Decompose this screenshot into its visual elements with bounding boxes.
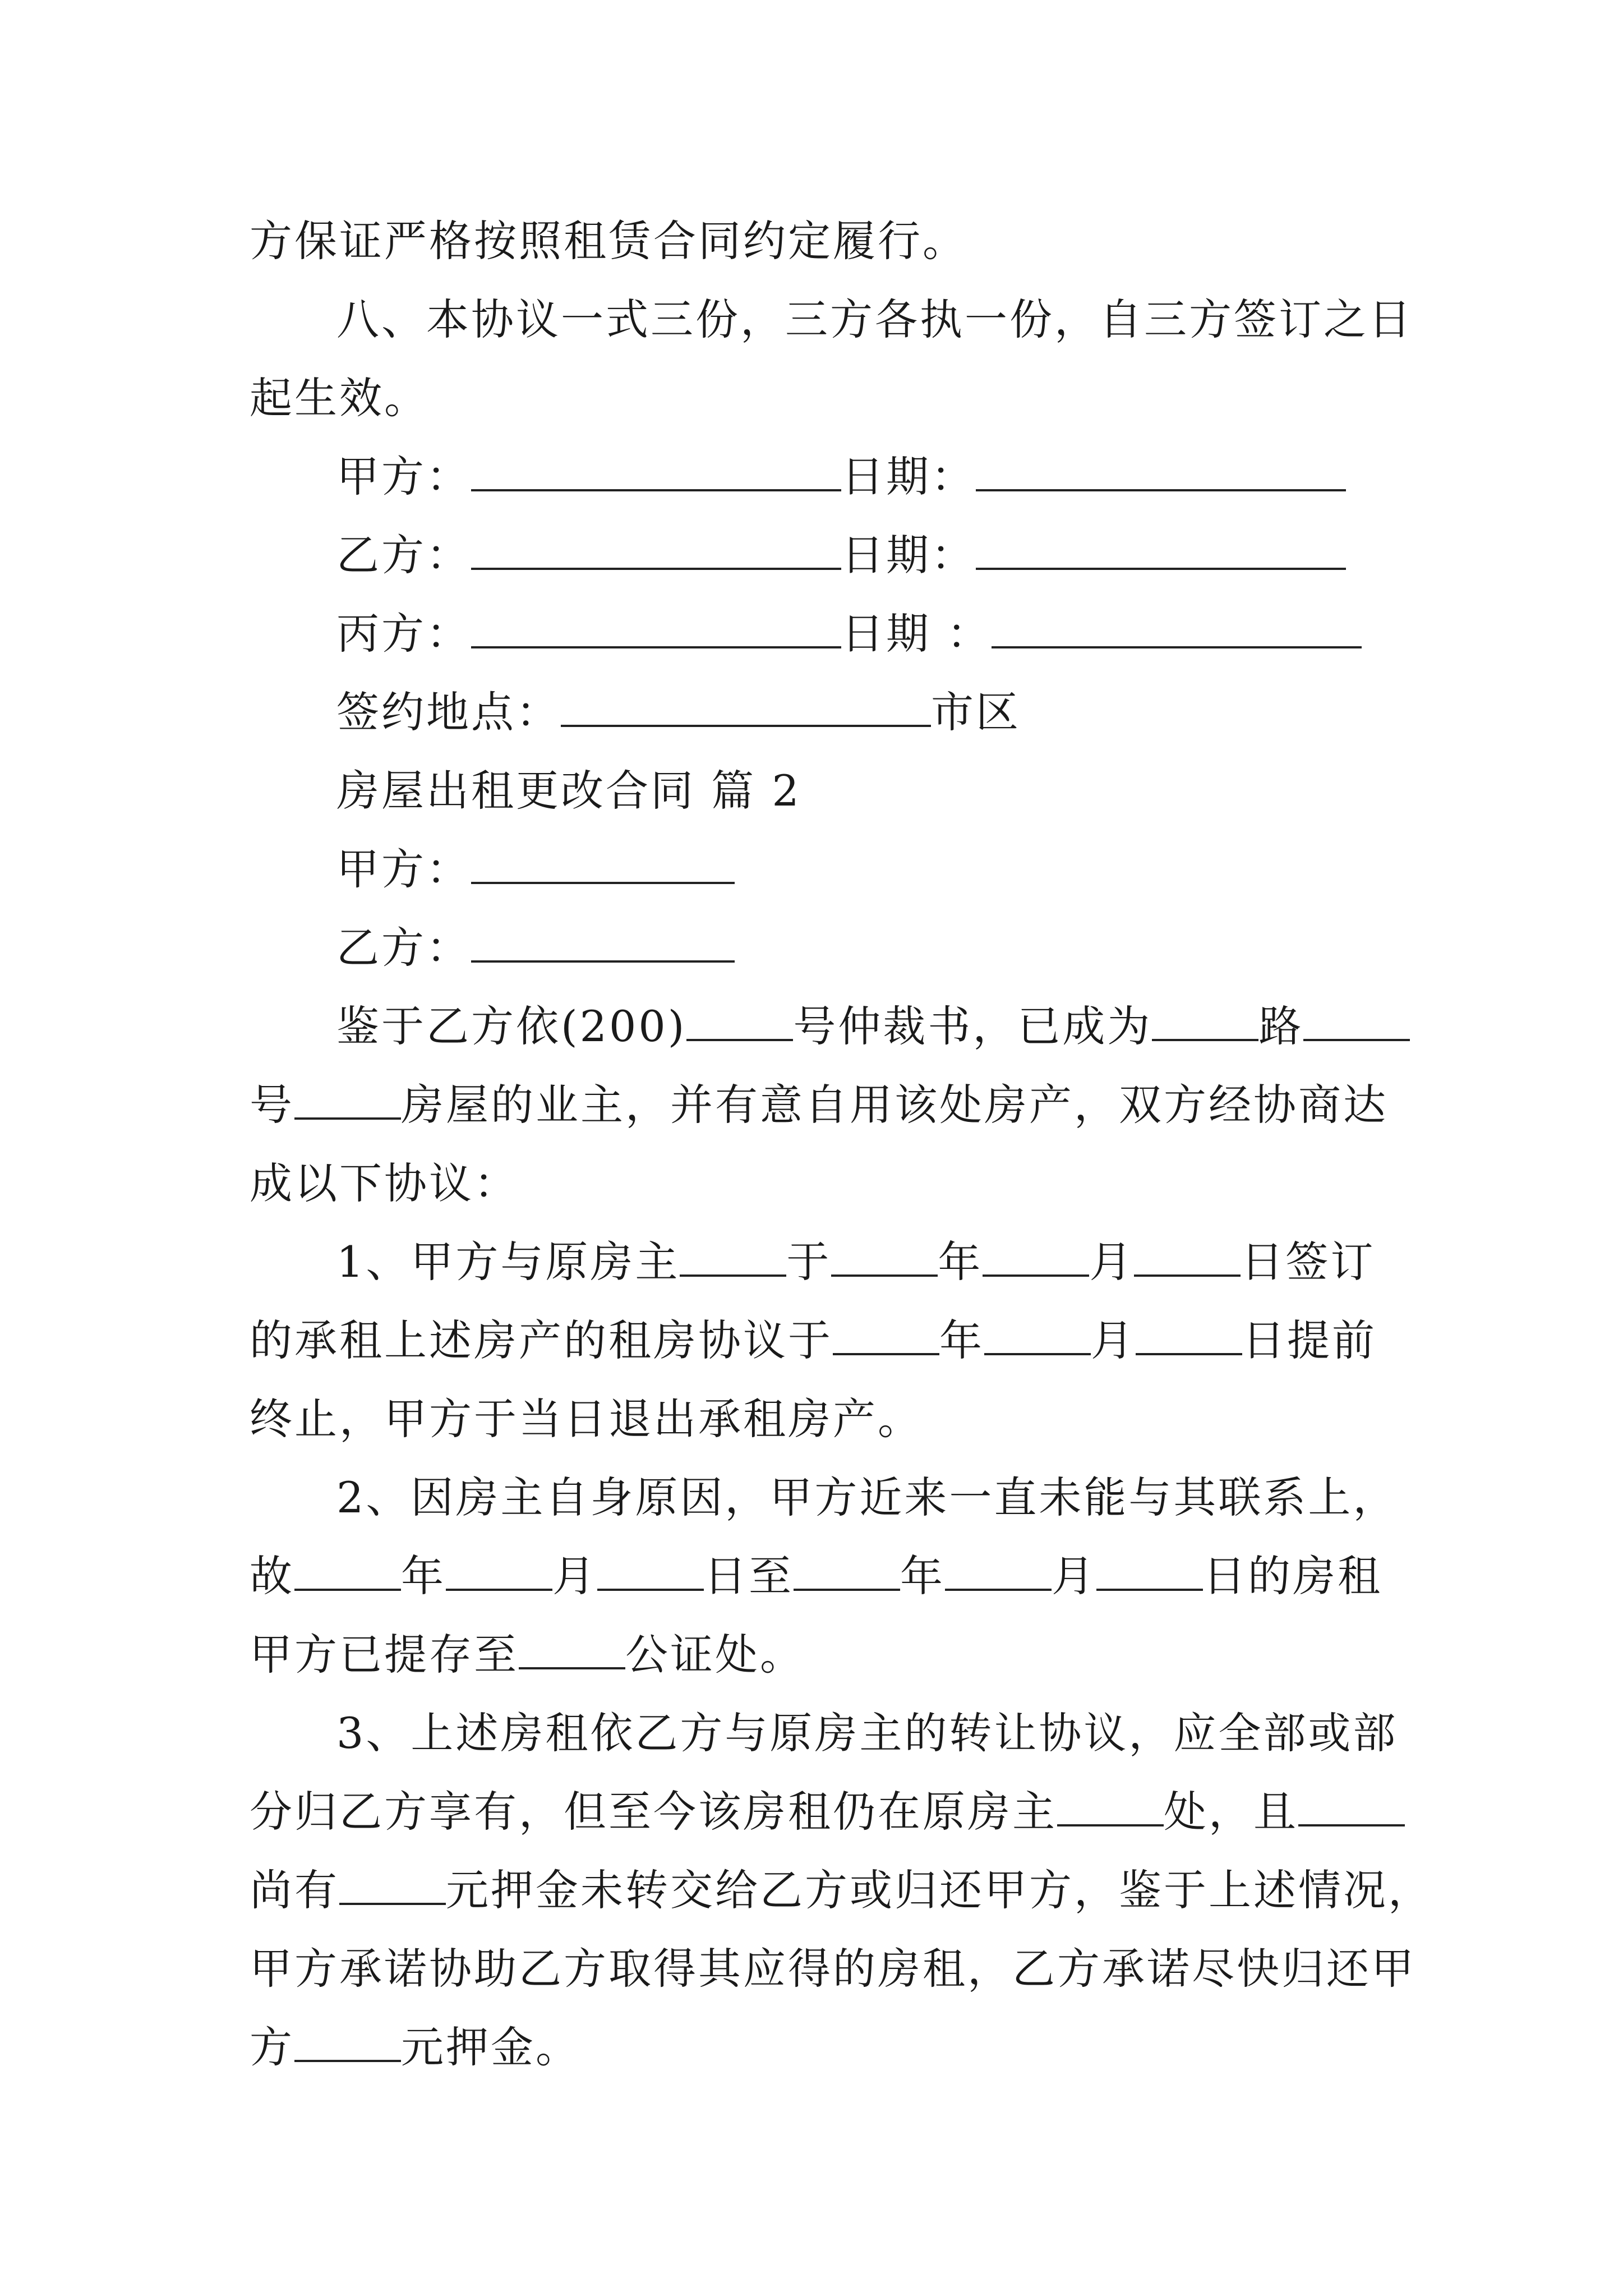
- text: 2、因房主自身原因，甲方近来一直未能与其联系上，: [336, 1473, 1398, 1522]
- blank-field[interactable]: [1303, 1000, 1410, 1041]
- text: 号仲裁书，已成为: [793, 1001, 1152, 1051]
- text: 年: [938, 1237, 983, 1287]
- text: 元押金。: [401, 2022, 580, 2072]
- contract-title-text: 房屋出租更改合同 篇 2: [336, 766, 801, 816]
- party-b-blank[interactable]: [471, 921, 735, 963]
- party-c-date-blank[interactable]: [992, 607, 1362, 648]
- party-b-line: [0, 914, 1623, 982]
- blank-field[interactable]: [1152, 1000, 1258, 1041]
- text: 起生效。: [250, 373, 429, 423]
- signing-place-line: [0, 679, 1623, 746]
- text: 日签订: [1241, 1237, 1376, 1287]
- blank-field[interactable]: [1136, 1314, 1242, 1355]
- blank-field[interactable]: [794, 1549, 900, 1591]
- clause-3-line: [0, 1700, 1623, 1767]
- text: 1、甲方与原房主: [336, 1237, 680, 1287]
- date-label: 日期：: [841, 452, 976, 501]
- party-b-date-blank[interactable]: [976, 528, 1346, 570]
- place-blank[interactable]: [561, 685, 931, 727]
- text: 号: [250, 1080, 294, 1130]
- paragraph-line: [0, 1071, 1623, 1139]
- contract-title: [0, 757, 1623, 825]
- blank-field[interactable]: [686, 1000, 793, 1041]
- party-b-label: 乙方：: [336, 530, 471, 580]
- party-b-label: 乙方：: [336, 923, 471, 973]
- text: 日提前: [1242, 1315, 1377, 1365]
- place-suffix: 市区: [931, 687, 1021, 737]
- text: 成以下协议：: [250, 1158, 519, 1208]
- blank-field[interactable]: [294, 2021, 401, 2062]
- text: 月: [552, 1551, 597, 1601]
- date-label: 日期 ：: [841, 609, 992, 659]
- party-a-label: 甲方：: [336, 844, 471, 894]
- text: 月: [1091, 1315, 1136, 1365]
- date-label: 日期：: [841, 530, 976, 580]
- clause-1-line: [0, 1228, 1623, 1296]
- blank-field[interactable]: [1298, 1785, 1405, 1826]
- text: 元押金未转交给乙方或归还甲方，鉴于上述情况，: [446, 1865, 1433, 1915]
- party-a-label: 甲方：: [336, 452, 471, 501]
- clause-1-line: [0, 1386, 1623, 1453]
- blank-field[interactable]: [680, 1235, 786, 1277]
- clause-3-line: [0, 2014, 1623, 2081]
- party-a-line: [0, 836, 1623, 903]
- text: 公证处。: [625, 1630, 805, 1680]
- blank-field[interactable]: [833, 1314, 939, 1355]
- text: 年: [939, 1315, 984, 1365]
- paragraph-line: [0, 1150, 1623, 1217]
- text: 故: [250, 1551, 294, 1601]
- blank-field[interactable]: [831, 1235, 938, 1277]
- text: 方保证严格按照租赁合同约定履行。: [250, 216, 967, 266]
- blank-field[interactable]: [294, 1549, 401, 1591]
- signature-line-party-a: [0, 443, 1623, 510]
- text: 甲方承诺协助乙方取得其应得的房租，乙方承诺尽快归还甲: [250, 1944, 1416, 1994]
- clause-3-line: [0, 1935, 1623, 2003]
- clause-1-line: [0, 1307, 1623, 1374]
- paragraph-line: [0, 365, 1623, 432]
- text: 3、上述房租依乙方与原房主的转让协议，应全部或部: [336, 1708, 1398, 1758]
- blank-field[interactable]: [1134, 1235, 1241, 1277]
- text: 处，且: [1164, 1787, 1298, 1837]
- text: 方: [250, 2022, 294, 2072]
- blank-field[interactable]: [1096, 1549, 1203, 1591]
- blank-field[interactable]: [446, 1549, 552, 1591]
- text: 房屋的业主，并有意自用该处房产，双方经协商达: [401, 1080, 1388, 1130]
- clause-2-line: [0, 1543, 1623, 1610]
- blank-field[interactable]: [597, 1549, 704, 1591]
- party-c-signature-blank[interactable]: [471, 607, 841, 648]
- text: 日的房租: [1203, 1551, 1382, 1601]
- clause-2-line: [0, 1621, 1623, 1688]
- paragraph-line: [0, 993, 1623, 1060]
- clause-3-line: [0, 1778, 1623, 1846]
- text: 月: [1052, 1551, 1096, 1601]
- place-label: 签约地点：: [336, 687, 561, 737]
- text: 年: [900, 1551, 945, 1601]
- clause-2-line: [0, 1464, 1623, 1531]
- blank-field[interactable]: [339, 1864, 446, 1905]
- party-a-signature-blank[interactable]: [471, 450, 841, 491]
- party-b-signature-blank[interactable]: [471, 528, 841, 570]
- text: 于: [786, 1237, 832, 1287]
- party-a-date-blank[interactable]: [976, 450, 1346, 491]
- blank-field[interactable]: [945, 1549, 1052, 1591]
- paragraph-line: [0, 286, 1623, 353]
- clause-3-line: [0, 1857, 1623, 1924]
- text: 年: [401, 1551, 446, 1601]
- text: 甲方已提存至: [250, 1630, 519, 1680]
- blank-field[interactable]: [519, 1628, 625, 1669]
- text: 尚有: [250, 1865, 339, 1915]
- signature-line-party-c: [0, 600, 1623, 668]
- text: 分归乙方享有，但至今该房租仍在原房主: [250, 1787, 1057, 1837]
- text: 终止，甲方于当日退出承租房产。: [250, 1394, 923, 1444]
- blank-field[interactable]: [1057, 1785, 1164, 1826]
- paragraph-line: [0, 208, 1623, 275]
- blank-field[interactable]: [983, 1235, 1089, 1277]
- blank-field[interactable]: [984, 1314, 1091, 1355]
- text: 日至: [704, 1551, 794, 1601]
- text: 月: [1089, 1237, 1135, 1287]
- party-a-blank[interactable]: [471, 843, 735, 884]
- signature-line-party-b: [0, 522, 1623, 589]
- text: 八、本协议一式三份，三方各执一份，自三方签订之日: [336, 295, 1413, 344]
- text: 鉴于乙方依(200): [336, 1001, 687, 1051]
- blank-field[interactable]: [294, 1078, 401, 1120]
- text: 的承租上述房产的租房协议于: [250, 1315, 833, 1365]
- text: 路: [1258, 1001, 1304, 1051]
- party-c-label: 丙方：: [336, 609, 471, 659]
